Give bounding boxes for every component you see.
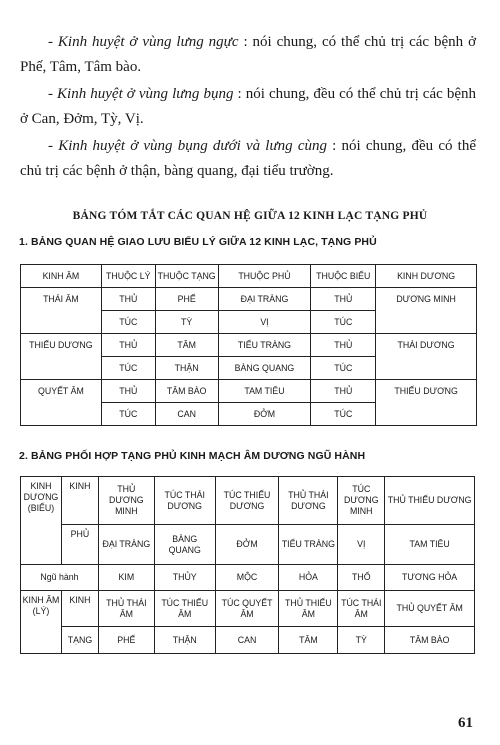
paragraph-chest-points xyxy=(20,30,476,80)
kinh-label-cell: KINH xyxy=(61,591,98,627)
paragraph-text: : nói chung, đều có thể chủ trị các bệnh ở thận, bàng quang, đại tiểu trường. xyxy=(20,138,476,179)
table-cell: TÚC xyxy=(101,403,155,426)
header-cell: THUỘC TẠNG xyxy=(155,265,218,288)
kinh-duong-cell: DƯƠNG MINH xyxy=(376,288,477,334)
kinh-label-cell: KINH xyxy=(61,477,98,525)
paragraph-lower-abdomen-points xyxy=(20,134,476,184)
paragraph-italic-term: Kinh huyệt ở vùng lưng ngực xyxy=(57,34,239,50)
header-cell: THUỘC LÝ xyxy=(101,265,155,288)
table-cell: VỊ xyxy=(218,311,311,334)
kinh-duong-cell: THIẾU DƯƠNG xyxy=(376,380,477,426)
table-cell: PHẾ xyxy=(98,627,154,654)
paragraph-italic-term: Kinh huyệt ở vùng lưng bụng xyxy=(57,86,234,102)
kinh-am-cell: QUYẾT ÂM xyxy=(21,380,102,426)
table-cell: TIỂU TRÀNG xyxy=(218,334,311,357)
table-row xyxy=(21,525,475,565)
table2-heading: 2. BẢNG PHỐI HỢP TẠNG PHỦ KINH MẠCH ÂM DƯƠNG NGŨ HÀNH xyxy=(19,450,366,462)
interior-exterior-table xyxy=(20,264,477,426)
paragraph-abdomen-points xyxy=(20,82,476,132)
table-cell: THỦY xyxy=(154,565,215,591)
table-cell: THỦ xyxy=(101,334,155,357)
header-cell: THUỘC PHỦ xyxy=(218,265,311,288)
kinh-duong-cell: THÁI DƯƠNG xyxy=(376,334,477,380)
table-cell: BÀNG QUANG xyxy=(154,525,215,565)
table-cell: MỘC xyxy=(215,565,279,591)
table-cell: CAN xyxy=(215,627,279,654)
table-cell: THẬN xyxy=(155,357,218,380)
table-cell: TÂM BÀO xyxy=(385,627,475,654)
phu-label-cell: PHỦ xyxy=(61,525,98,565)
table-cell: BÀNG QUANG xyxy=(218,357,311,380)
table-cell: TÚC THIẾU DƯƠNG xyxy=(215,477,279,525)
kinh-duong-label-cell: KINH DƯƠNG (BIỂU) xyxy=(21,477,62,565)
table-cell: TAM TIÊU xyxy=(218,380,311,403)
table1-heading: 1. BẢNG QUAN HỆ GIAO LƯU BIỂU LÝ GIỮA 12 KINH LẠC, TẠNG PHỦ xyxy=(19,236,377,248)
paragraph-italic-term: Kinh huyệt ở vùng bụng dưới và lưng cùng xyxy=(58,138,327,154)
header-cell: THUỘC BIỂU xyxy=(311,265,376,288)
table-cell: TÚC xyxy=(101,357,155,380)
table-row xyxy=(21,565,475,591)
table-cell: TAM TIÊU xyxy=(385,525,475,565)
table-header-row xyxy=(21,265,477,288)
table-cell: THỦ QUYẾT ÂM xyxy=(385,591,475,627)
table-cell: THỦ THIẾU ÂM xyxy=(279,591,338,627)
table-cell: ĐẠI TRÀNG xyxy=(218,288,311,311)
table-cell: THỦ xyxy=(101,380,155,403)
paragraph-text: : nói chung, đều có thể chủ trị các bệnh ở Can, Đởm, Tỳ, Vị. xyxy=(20,86,476,127)
kinh-am-cell: THÁI ÂM xyxy=(21,288,102,334)
table-cell: THỦ DƯƠNG MINH xyxy=(98,477,154,525)
paragraph-text: : nói chung, có thể chủ trị các bệnh ở Phế, Tâm, Tâm bào. xyxy=(20,34,476,75)
table-cell: THỦ THIẾU DƯƠNG xyxy=(385,477,475,525)
table-cell: TÚC DƯƠNG MINH xyxy=(338,477,385,525)
paragraph-dash: - xyxy=(48,34,58,50)
table-cell: TÚC THÁI ÂM xyxy=(338,591,385,627)
table-row xyxy=(21,477,475,525)
five-elements-table xyxy=(20,476,475,654)
table-cell: TÂM xyxy=(279,627,338,654)
table-cell: ĐẠI TRÀNG xyxy=(98,525,154,565)
paragraph-dash: - xyxy=(48,138,59,154)
kinh-am-cell: THIẾU DƯƠNG xyxy=(21,334,102,380)
table-cell: TÚC xyxy=(311,403,376,426)
table-cell: PHẾ xyxy=(155,288,218,311)
kinh-am-label-cell: KINH ÂM (LÝ) xyxy=(21,591,62,654)
table-cell: KIM xyxy=(98,565,154,591)
table-cell: THỦ THÁI DƯƠNG xyxy=(279,477,338,525)
table-cell: THỔ xyxy=(338,565,385,591)
page-number: 61 xyxy=(458,715,473,731)
table-cell: TÚC xyxy=(311,357,376,380)
table-cell: ĐỞM xyxy=(218,403,311,426)
table-cell: THỦ xyxy=(311,288,376,311)
table-cell: TÚC THÁI DƯƠNG xyxy=(154,477,215,525)
table-cell: TƯƠNG HỎA xyxy=(385,565,475,591)
table-cell: HỎA xyxy=(279,565,338,591)
table-row xyxy=(21,288,477,311)
table-cell: TÚC xyxy=(311,311,376,334)
table-cell: THỦ xyxy=(311,380,376,403)
tang-label-cell: TẠNG xyxy=(61,627,98,654)
table-cell: TÚC THIẾU ÂM xyxy=(154,591,215,627)
header-cell: KINH DƯƠNG xyxy=(376,265,477,288)
table-cell: TÂM BÀO xyxy=(155,380,218,403)
ngu-hanh-label-cell: Ngũ hành xyxy=(21,565,99,591)
section-title: BẢNG TÓM TẮT CÁC QUAN HỆ GIỮA 12 KINH LẠC TẠNG PHỦ xyxy=(72,210,428,222)
table-row xyxy=(21,627,475,654)
table-cell: THỦ xyxy=(101,288,155,311)
table-cell: CAN xyxy=(155,403,218,426)
table-cell: THỦ THÁI ÂM xyxy=(98,591,154,627)
table-cell: TÚC QUYẾT ÂM xyxy=(215,591,279,627)
table-cell: VỊ xyxy=(338,525,385,565)
table-row xyxy=(21,380,477,403)
table-cell: THỦ xyxy=(311,334,376,357)
table-cell: TỲ xyxy=(338,627,385,654)
table-cell: THẬN xyxy=(154,627,215,654)
paragraph-dash: - xyxy=(48,86,58,102)
table-row xyxy=(21,334,477,357)
table-cell: ĐỞM xyxy=(215,525,279,565)
header-cell: KINH ÂM xyxy=(21,265,102,288)
table-cell: TIỂU TRÀNG xyxy=(279,525,338,565)
table-cell: TỲ xyxy=(155,311,218,334)
table-cell: TÂM xyxy=(155,334,218,357)
table-row xyxy=(21,591,475,627)
table-cell: TÚC xyxy=(101,311,155,334)
